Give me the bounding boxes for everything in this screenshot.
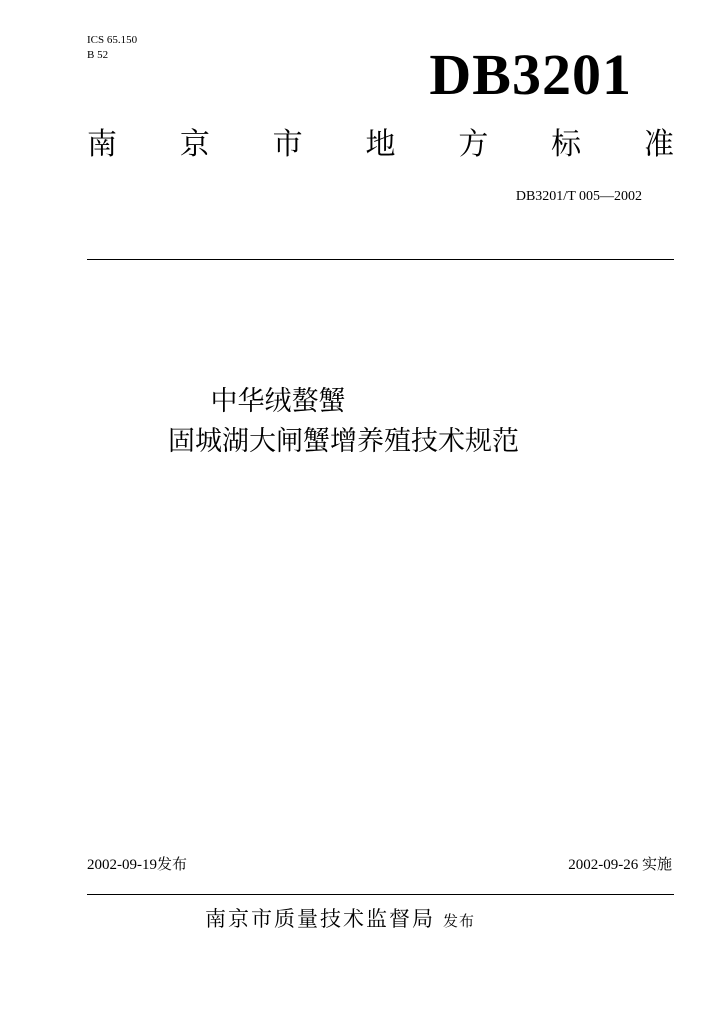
standard-type: [87, 127, 674, 162]
standard-type-char: 标: [551, 127, 582, 162]
issue-date-value: 2002-09-19: [87, 857, 157, 873]
implement-date: [568, 853, 672, 874]
standard-type-char: 京: [179, 127, 210, 162]
title-line-1: 中华绒螯蟹: [210, 386, 346, 417]
title-line-2: 固城湖大闸蟹增养殖技术规范: [168, 426, 519, 457]
standard-type-char: 南: [87, 127, 117, 162]
issuer: [205, 903, 475, 933]
ics-code: ICS 65.150: [87, 34, 138, 46]
standard-type-char: 准: [643, 127, 674, 162]
issue-date: [87, 853, 187, 874]
issue-label: 发布: [157, 855, 188, 873]
standard-code: DB3201: [429, 42, 632, 107]
bottom-divider: [87, 894, 674, 895]
classification-code: B 52: [87, 49, 109, 61]
issuer-suffix: 发布: [443, 912, 476, 930]
standard-type-char: 市: [272, 127, 303, 162]
standard-type-char: 地: [365, 127, 396, 162]
standard-type-char: 方: [458, 127, 489, 162]
implement-date-value: 2002-09-26: [568, 857, 639, 873]
implement-label: 实施: [641, 855, 672, 873]
standard-number: DB3201/T 005—2002: [515, 189, 642, 204]
issuer-name: 南京市质量技术监督局: [205, 907, 435, 931]
top-divider: [87, 259, 674, 260]
